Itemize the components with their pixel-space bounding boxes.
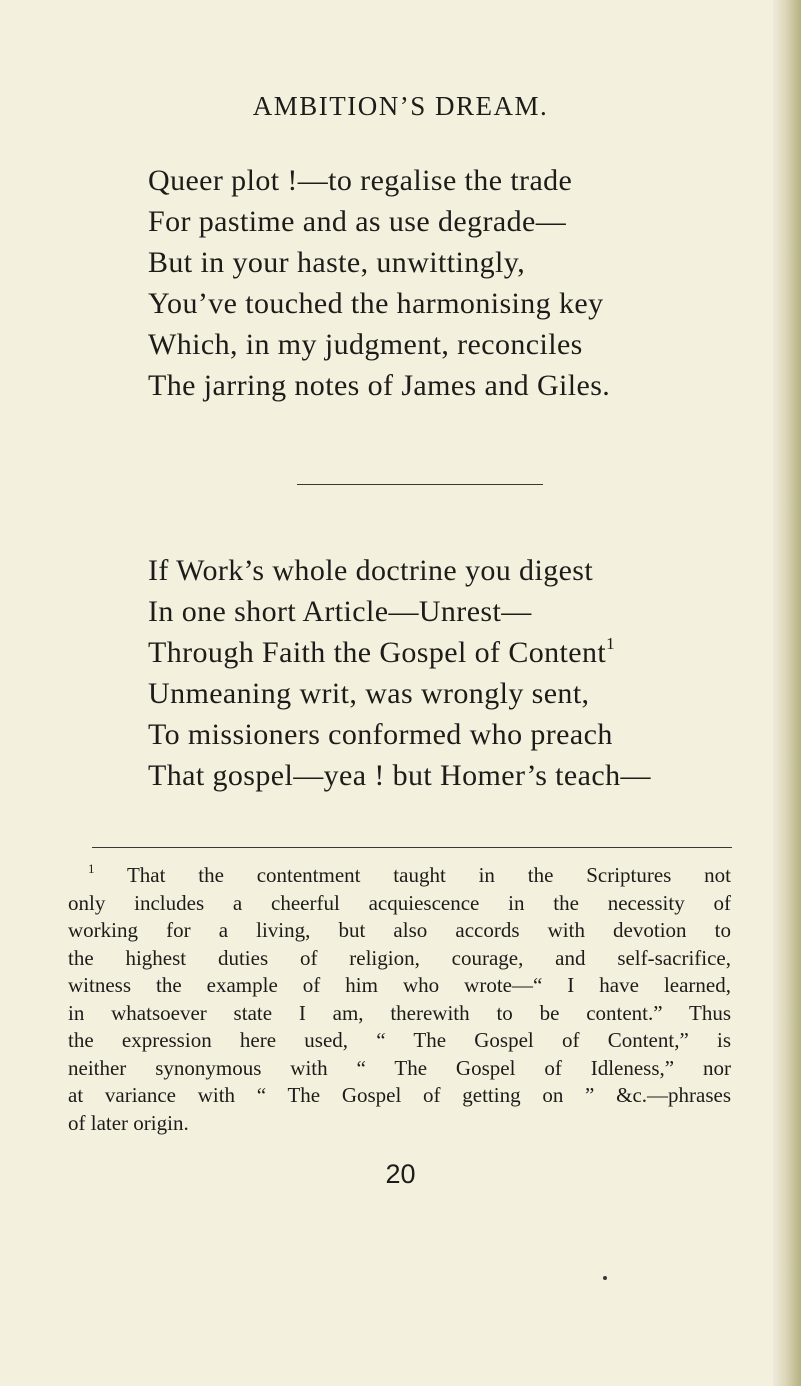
footnote-reference: 1: [606, 634, 616, 653]
verse-line: Queer plot !—to regalise the trade: [148, 164, 573, 197]
footnote-marker: 1: [88, 861, 95, 876]
footnote-separator: [92, 847, 732, 848]
verse-line: If Work’s whole doctrine you digest: [148, 554, 594, 587]
verse-line-with-footnote-ref: [148, 632, 651, 673]
footnote-line: in whatsoever state I am, therewith to be content.” Thus: [68, 1000, 731, 1025]
verse-line-text: Through Faith the Gospel of Content: [148, 636, 607, 669]
verse-line: For pastime and as use degrade—: [148, 205, 567, 238]
verse-line: In one short Article—Unrest—: [148, 595, 532, 628]
page-number: 20: [385, 1159, 416, 1189]
footnote-line: working for a living, but also accords with devotion to: [68, 918, 731, 942]
verse-line: Which, in my judgment, reconciles: [148, 328, 583, 361]
verse-line: That gospel—yea ! but Homer’s teach—: [148, 759, 651, 792]
footnote-line: neither synonymous with “ The Gospel of Idleness,” nor: [68, 1055, 731, 1080]
footnote-line: at variance with “ The Gospel of getting on ” &c.—phrases: [68, 1083, 731, 1107]
section-divider: [297, 484, 543, 485]
verse-line: To missioners conformed who preach: [148, 718, 613, 751]
ink-speck: [603, 1276, 607, 1280]
footnote-line-text: That the contentment taught in the Scriptures not: [126, 863, 731, 887]
footnote: [68, 862, 731, 1137]
verse-line: Unmeaning writ, was wrongly sent,: [148, 677, 590, 710]
running-head: AMBITION’S DREAM.: [252, 91, 549, 121]
stanza-2: [148, 550, 651, 796]
verse-line: The jarring notes of James and Giles.: [148, 369, 611, 402]
footnote-line: only includes a cheerful acquiescence in the necessity of: [68, 890, 731, 915]
verse-line: You’ve touched the harmonising key: [148, 287, 604, 320]
footnote-line: witness the example of him who wrote—“ I have learned,: [68, 973, 731, 997]
footnote-line: the expression here used, “ The Gospel of Content,” is: [68, 1028, 731, 1052]
stanza-1: [148, 160, 610, 406]
footnote-line: the highest duties of religion, courage, and self-sacrifice,: [68, 945, 731, 970]
footnote-line: [68, 862, 731, 890]
verse-line: But in your haste, unwittingly,: [148, 246, 526, 279]
footnote-line: of later origin.: [68, 1110, 189, 1135]
